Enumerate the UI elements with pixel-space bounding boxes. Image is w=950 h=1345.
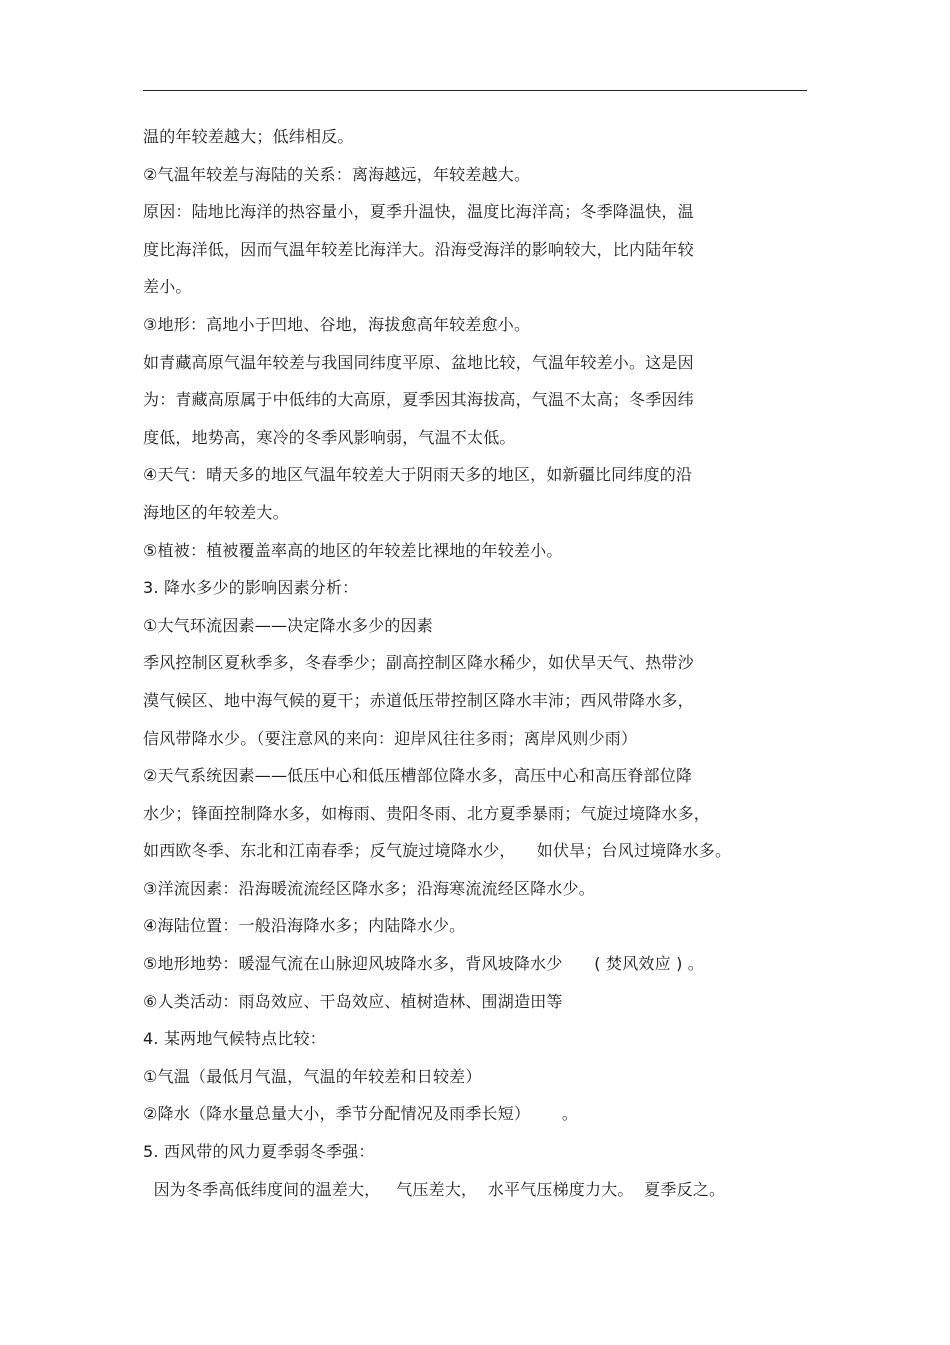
text-line: ①气温（最低月气温，气温的年较差和日较差） xyxy=(143,1066,482,1086)
text-line: ③地形：高地小于凹地、谷地，海拔愈高年较差愈小。 xyxy=(143,314,531,334)
text-line: ②气温年较差与海陆的关系：离海越远，年较差越大。 xyxy=(143,164,531,184)
text-line: ④天气：晴天多的地区气温年较差大于阴雨天多的地区，如新疆比同纬度的沿 xyxy=(143,465,693,485)
text-line: 季风控制区夏秋季多，冬春季少；副高控制区降水稀少，如伏旱天气、热带沙 xyxy=(143,653,694,673)
document-body xyxy=(143,118,823,1208)
text-line: 为：青藏高原属于中低纬的大高原，夏季因其海拔高，气温不太高；冬季因纬 xyxy=(143,390,694,410)
text-line: ⑤植被：植被覆盖率高的地区的年较差比裸地的年较差小。 xyxy=(143,540,563,560)
text-line: ④海陆位置：一般沿海降水多；内陆降水少。 xyxy=(143,916,466,936)
text-line: 温的年较差越大；低纬相反。 xyxy=(143,127,354,146)
text-line: 如西欧冬季、东北和江南春季；反气旋过境降水少， 如伏旱；台风过境降水多。 xyxy=(143,841,732,861)
text-line: 如青藏高原气温年较差与我国同纬度平原、盆地比较，气温年较差小。这是因 xyxy=(143,352,694,372)
text-line: 差小。 xyxy=(143,277,192,297)
text-line: ⑥人类活动：雨岛效应、干岛效应、植树造林、围湖造田等 xyxy=(143,991,563,1011)
section-heading: 4. 某两地气候特点比较： xyxy=(143,1029,326,1049)
header-rule xyxy=(143,90,807,91)
text-line: 漠气候区、地中海气候的夏干；赤道低压带控制区降水丰沛；西风带降水多， xyxy=(143,690,694,710)
text-line: ⑤地形地势：暖湿气流在山脉迎风坡降水多，背风坡降水少 ( 焚风效应 ) 。 xyxy=(143,954,705,974)
text-line: 信风带降水少。（要注意风的来向：迎岸风往往多雨；离岸风则少雨） xyxy=(143,728,638,748)
text-line: 原因：陆地比海洋的热容量小，夏季升温快，温度比海洋高；冬季降温快，温 xyxy=(143,202,694,222)
text-line: ①大气环流因素——决定降水多少的因素 xyxy=(143,615,433,635)
text-line: 度低，地势高，寒冷的冬季风影响弱，气温不太低。 xyxy=(143,427,516,447)
section-heading: 5. 西风带的风力夏季弱冬季强： xyxy=(143,1142,375,1162)
section-heading: 3. 降水多少的影响因素分析： xyxy=(143,578,359,598)
text-line: ②降水（降水量总量大小，季节分配情况及雨季长短） 。 xyxy=(143,1104,579,1124)
text-line: ③洋流因素：沿海暖流流经区降水多；沿海寒流流经区降水少。 xyxy=(143,878,595,898)
text-line: 度比海洋低，因而气温年较差比海洋大。沿海受海洋的影响较大，比内陆年较 xyxy=(143,239,694,259)
text-line: 海地区的年较差大。 xyxy=(143,502,289,522)
text-line: 水少；锋面控制降水多，如梅雨、贵阳冬雨、北方夏季暴雨；气旋过境降水多， xyxy=(143,803,711,823)
text-line: ②天气系统因素——低压中心和低压槽部位降水多，高压中心和高压脊部位降 xyxy=(143,766,693,786)
text-line: 因为冬季高低纬度间的温差大， 气压差大， 水平气压梯度力大。 夏季反之。 xyxy=(143,1179,726,1199)
